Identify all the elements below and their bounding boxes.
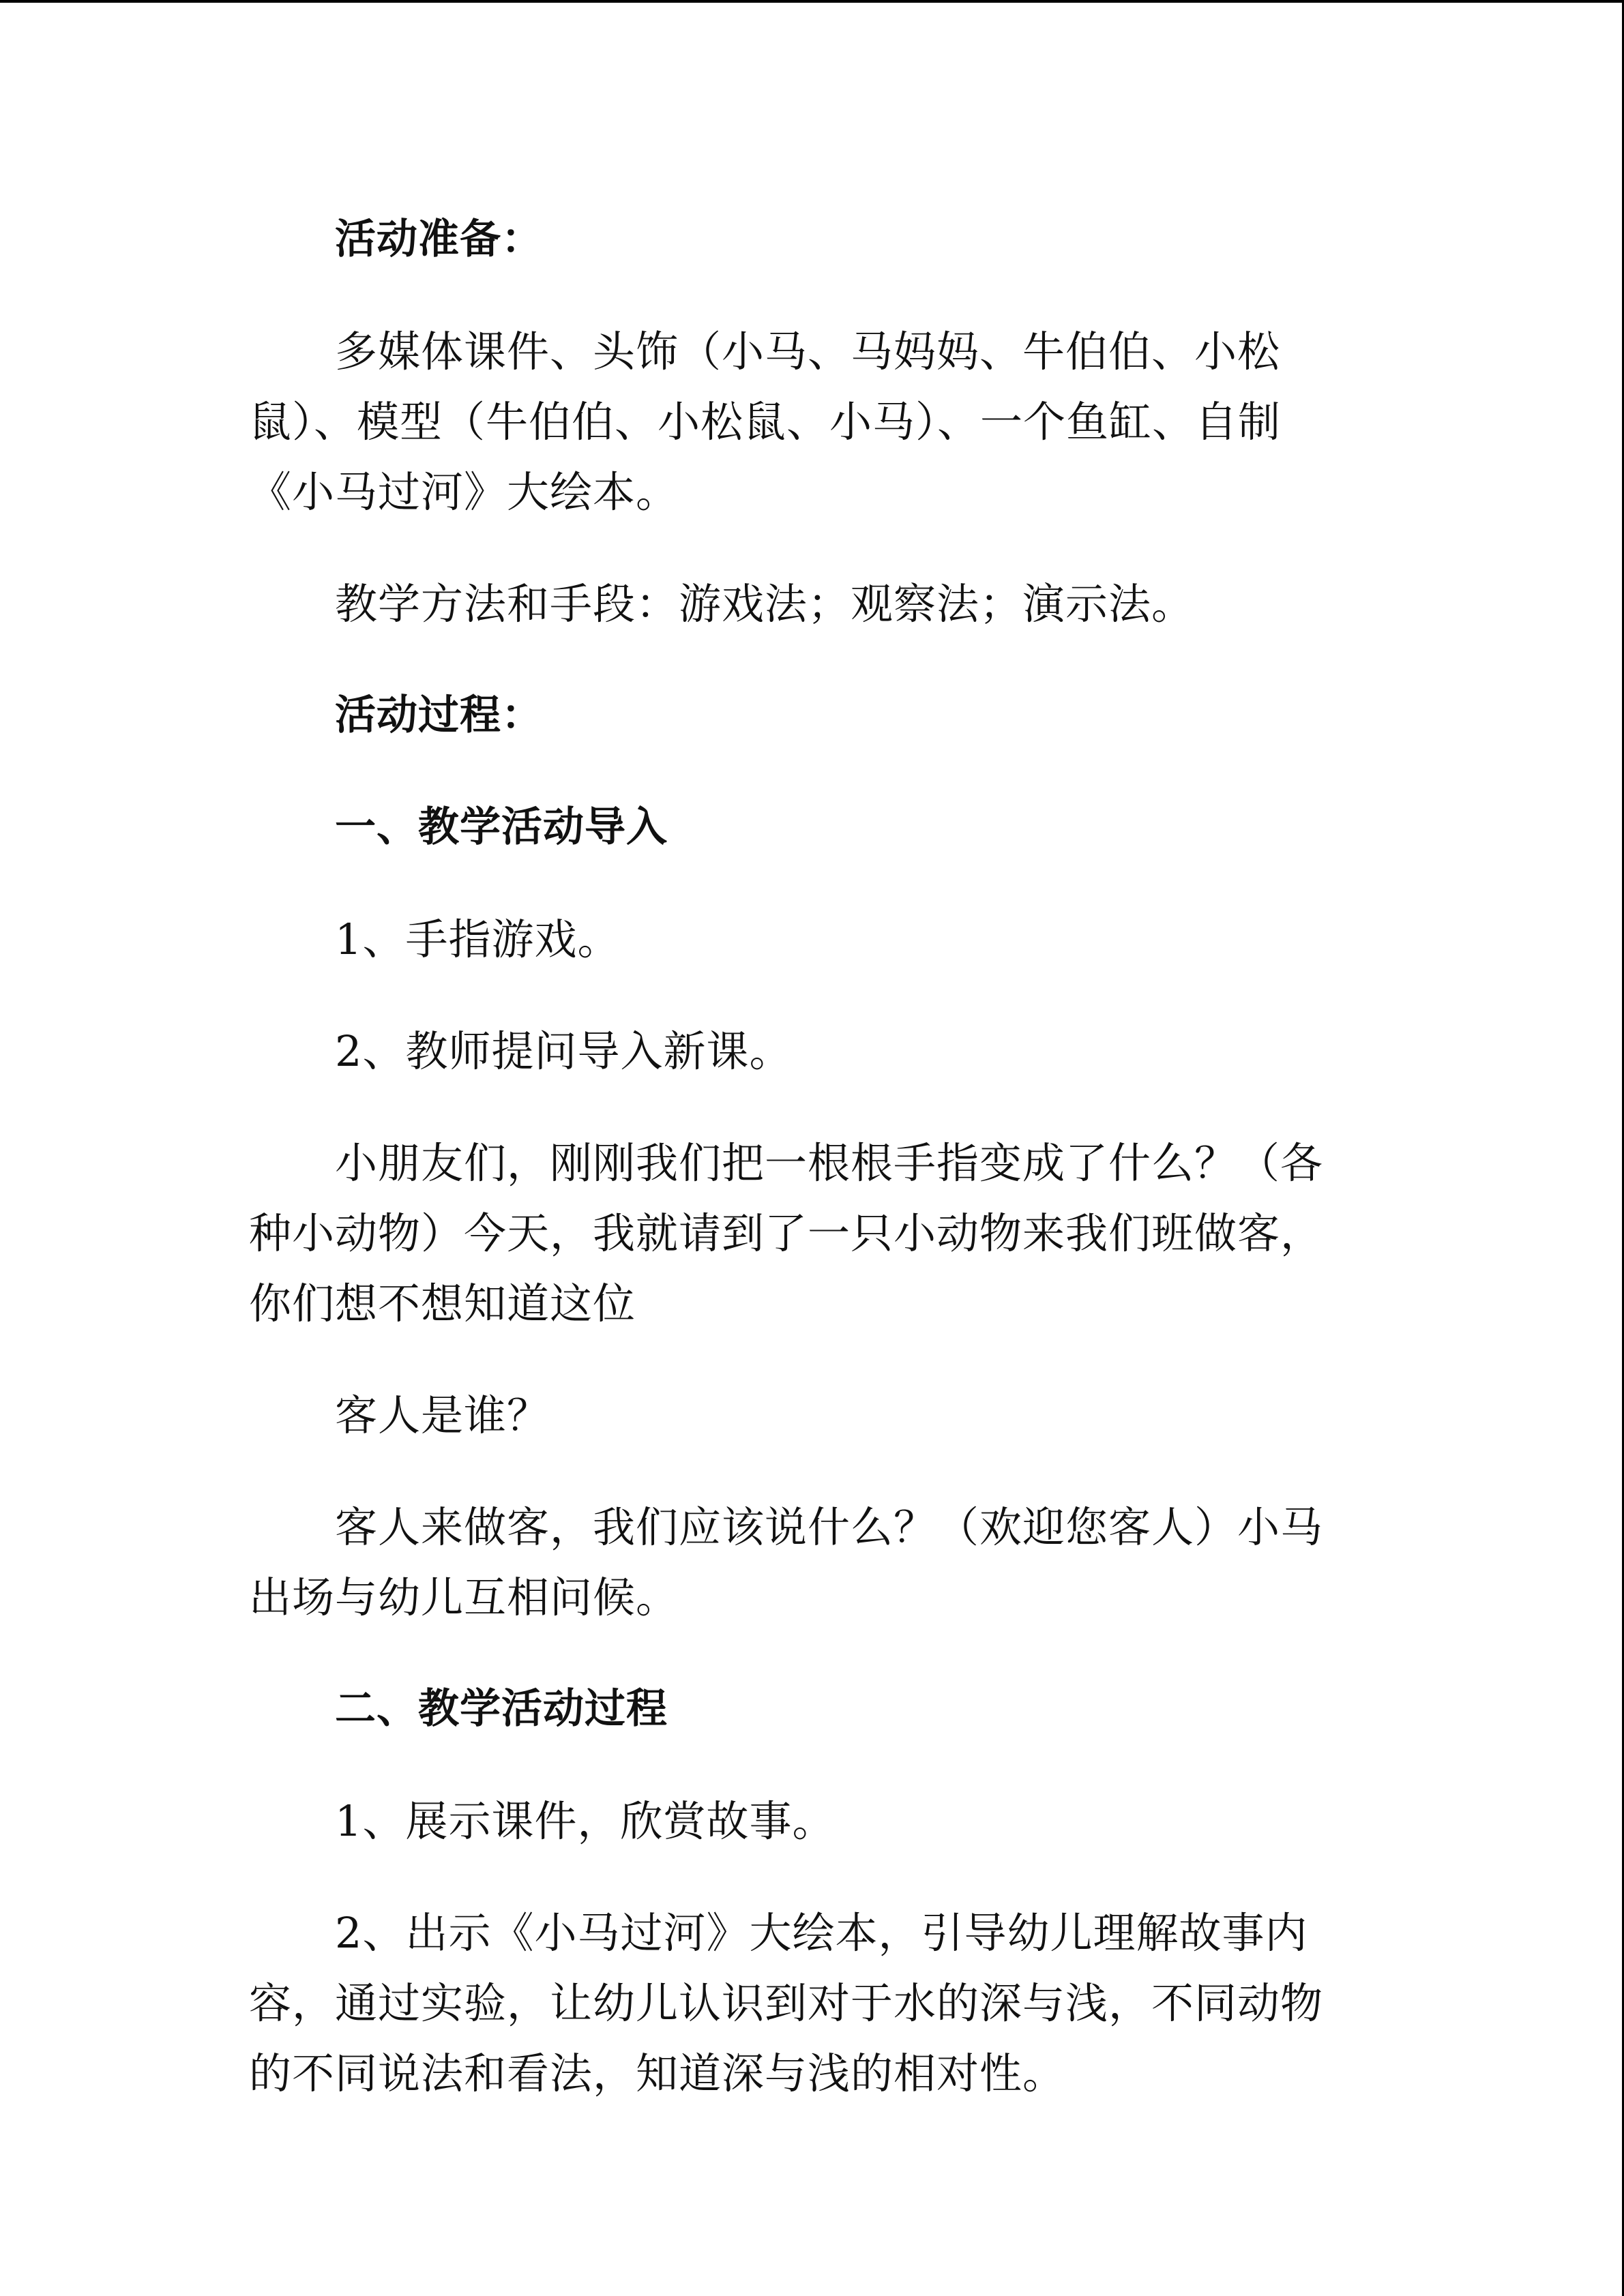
page-top-border <box>0 0 1624 3</box>
paragraph-materials: 多媒体课件、头饰（小马、马妈妈、牛伯伯、小松鼠）、模型（牛伯伯、小松鼠、小马）、一个鱼缸、自制《小马过河》大绘本。 <box>249 327 1282 517</box>
heading-activity-process: 活动过程： <box>335 691 543 739</box>
paragraph-question-to-children: 小朋友们，刚刚我们把一根根手指变成了什么？（各种小动物）今天，我就请到了一只小动物来我们班做客，你们想不想知道这位 <box>249 1138 1324 1328</box>
document-page <box>249 205 1340 2150</box>
paragraph-who-is-guest: 客人是谁？ <box>335 1390 550 1440</box>
paragraph-teaching-methods: 教学方法和手段：游戏法；观察法；演示法。 <box>335 579 1195 629</box>
list-item-finger-game: 1、手指游戏。 <box>335 914 621 964</box>
list-item-teacher-question: 2、教师提问导入新课。 <box>335 1026 793 1076</box>
paragraph-greeting: 客人来做客，我们应该说什么？（欢迎您客人）小马出场与幼儿互相问候。 <box>249 1502 1324 1622</box>
heading-section-introduction: 一、教学活动导入 <box>335 803 668 851</box>
list-item-picture-book: 2、出示《小马过河》大绘本，引导幼儿理解故事内容，通过实验，让幼儿认识到对于水的深与浅，不同动物的不同说法和看法，知道深与浅的相对性。 <box>249 1908 1324 2098</box>
list-item-show-courseware: 1、展示课件，欣赏故事。 <box>335 1796 836 1846</box>
heading-activity-preparation: 活动准备： <box>335 215 543 263</box>
heading-section-process: 二、教学活动过程 <box>335 1685 668 1733</box>
